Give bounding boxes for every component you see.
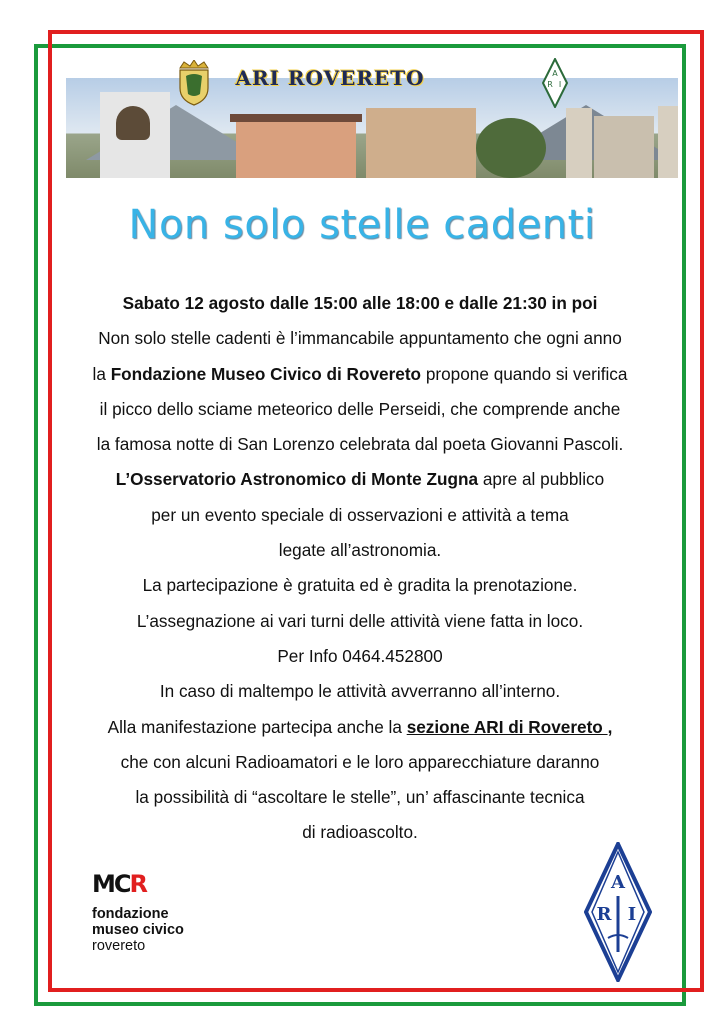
rovereto-crest-icon: [176, 60, 212, 106]
observatory-name: L’Osservatorio Astronomico di Monte Zugna: [115, 469, 479, 490]
mcr-name-line: fondazione: [92, 906, 169, 922]
ari-letter-r: R: [596, 904, 612, 925]
text-line: Non solo stelle cadenti è l’immancabile appuntamento che ogni anno: [98, 328, 622, 349]
mcr-logo-mark: [92, 872, 184, 896]
text-line: In caso di maltempo le attività avverranno all’interno.: [159, 681, 561, 702]
event-title: Non solo stelle cadenti: [128, 202, 596, 248]
text-line: di radioascolto.: [302, 822, 418, 843]
bell-icon: [116, 106, 150, 140]
ari-letter-i: I: [627, 904, 637, 925]
mcr-name-line: rovereto: [92, 938, 146, 954]
info-phone-line: Per Info 0464.452800: [277, 645, 443, 666]
text-line: per un evento speciale di osservazioni e attività a tema: [151, 504, 569, 525]
text-line: legate all’astronomia.: [278, 540, 442, 561]
mcr-logo-letters: MC: [92, 870, 130, 898]
civic-building: [366, 108, 476, 178]
text-line: La partecipazione è gratuita ed è gradita la prenotazione.: [142, 575, 578, 596]
ari-letter-a: A: [611, 872, 625, 893]
text-segment: Alla manifestazione partecipa anche la: [107, 716, 407, 737]
svg-text:I: I: [558, 80, 562, 89]
mcr-name-line: museo civico: [92, 922, 184, 938]
text-segment: propone quando si verifica: [421, 363, 628, 384]
text-line: che con alcuni Radioamatori e le loro apparecchiature daranno: [120, 751, 600, 772]
ari-section-link[interactable]: sezione ARI di Rovereto: [406, 716, 608, 737]
castle-wall: [594, 116, 654, 178]
svg-text:A: A: [552, 69, 558, 78]
ari-diamond-logo-icon: [584, 842, 652, 982]
header-banner: [66, 78, 678, 178]
ari-small-logo-icon: [542, 58, 568, 108]
mcr-logo-r: R: [129, 870, 146, 898]
text-segment: apre al pubblico: [478, 469, 605, 490]
event-date-line: Sabato 12 agosto dalle 15:00 alle 18:00 e dalle 21:30 in poi: [122, 293, 598, 313]
text-segment: ,: [607, 716, 613, 737]
text-line: il picco dello sciame meteorico delle Perseidi, che comprende anche: [99, 398, 621, 419]
museum-name: Fondazione Museo Civico di Rovereto: [110, 363, 422, 384]
text-line: [60, 462, 660, 497]
castle-tower: [658, 106, 678, 178]
text-segment: la: [92, 363, 111, 384]
castle-tower: [566, 108, 592, 178]
text-line: [60, 710, 660, 745]
text-line: la possibilità di “ascoltare le stelle”, un’ affascinante tecnica: [135, 787, 585, 808]
text-line: [60, 357, 660, 392]
event-description: [60, 286, 660, 851]
tree-shape: [476, 118, 546, 178]
mcr-name-block: [92, 906, 184, 954]
museum-roof: [230, 114, 362, 122]
banner-title: ARI ROVERETO: [235, 66, 425, 90]
text-line: L’assegnazione ai vari turni delle attività viene fatta in loco.: [136, 610, 584, 631]
mcr-museum-logo: [92, 872, 184, 954]
museum-building: [236, 120, 356, 178]
text-line: la famosa notte di San Lorenzo celebrata dal poeta Giovanni Pascoli.: [96, 434, 624, 455]
svg-text:R: R: [547, 80, 553, 89]
